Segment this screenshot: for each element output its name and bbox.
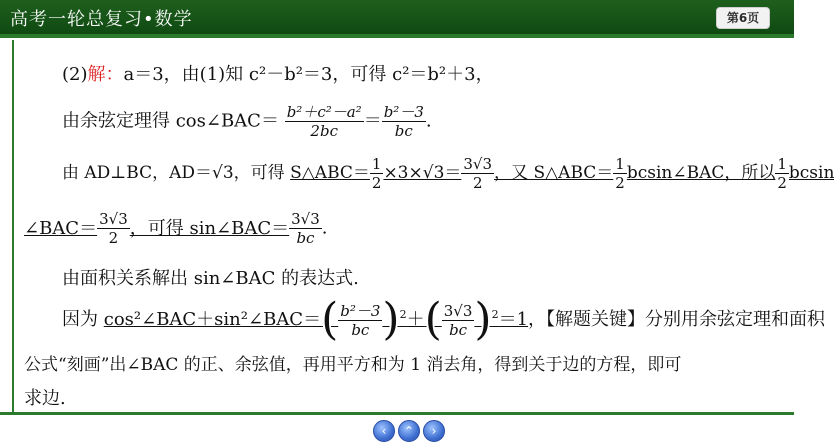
left-paren: ( <box>321 294 339 345</box>
line-text: 由 AD⊥BC，AD＝√3，可得 <box>62 163 291 183</box>
fraction <box>285 103 364 140</box>
plus: ＋ <box>406 309 425 330</box>
fraction <box>461 155 494 192</box>
denominator: bc <box>296 229 315 247</box>
denominator: 2 <box>615 174 625 192</box>
numerator: 1 <box>371 155 382 173</box>
line-text: ，可得 sin∠BAC＝ <box>129 217 290 239</box>
right-paren: ) <box>382 294 400 345</box>
header-divider <box>0 34 794 38</box>
chevron-left-icon: ‹ <box>381 424 387 438</box>
next-slide-button[interactable] <box>423 420 445 442</box>
part-label: (2) <box>62 64 88 85</box>
numerator: 1 <box>777 155 787 173</box>
numerator: b²－3 <box>340 301 381 320</box>
solution-line-4 <box>24 210 328 247</box>
line-text: 因为 <box>62 309 104 330</box>
line-text: ＝1 <box>498 309 529 330</box>
chevron-up-icon: ⌃ <box>403 424 415 438</box>
fraction <box>97 210 130 247</box>
solution-line-5 <box>62 264 359 290</box>
previous-slide-button[interactable] <box>373 420 395 442</box>
numerator: b²＋c²－a² <box>286 103 362 121</box>
fraction <box>442 302 475 339</box>
denominator: bc <box>351 320 370 339</box>
footer-divider <box>0 412 794 415</box>
line-text: ×3×√3＝ <box>383 163 462 183</box>
solution-line-2 <box>62 103 432 140</box>
line-text: bcsin <box>788 163 834 183</box>
line-text: 求边. <box>24 388 66 409</box>
fraction <box>289 210 322 247</box>
fraction <box>370 155 384 192</box>
period: . <box>321 217 328 239</box>
denominator: 2 <box>472 174 483 192</box>
line-text: ，又 S△ABC＝ <box>494 163 614 183</box>
line-text: ，【解题关键】分别用余弦定理和面积 <box>528 309 826 330</box>
header-title: 高考一轮总复习•数学 <box>10 9 193 30</box>
numerator: 3√3 <box>99 210 128 228</box>
denominator: bc <box>449 320 468 339</box>
home-button[interactable] <box>398 420 420 442</box>
solution-label: 解： <box>87 64 124 85</box>
numerator: 3√3 <box>443 301 473 320</box>
fraction <box>382 103 426 140</box>
slide-navigation <box>373 420 443 444</box>
left-divider <box>12 40 14 412</box>
equals: ＝ <box>363 110 382 132</box>
line-text: bcsin∠BAC，所以 <box>626 163 776 183</box>
denominator: 2bc <box>310 122 338 140</box>
line-text: 由面积关系解出 sin∠BAC 的表达式. <box>62 268 359 289</box>
right-paren: ) <box>474 294 492 345</box>
header-bar <box>0 0 794 34</box>
line-text: a＝3，由(1)知 c²－b²＝3，可得 c²＝b²＋3， <box>123 64 494 85</box>
numerator: 3√3 <box>291 210 320 228</box>
denominator: 2 <box>108 229 119 247</box>
solution-line-8 <box>24 384 66 410</box>
exponent: 2 <box>491 308 499 321</box>
line-text: 由余弦定理得 cos∠BAC＝ <box>62 110 279 132</box>
fraction <box>613 155 627 192</box>
underlined-identity <box>103 294 529 345</box>
exponent: 2 <box>399 308 407 321</box>
underlined-sin-expr <box>24 210 322 247</box>
solution-line-1 <box>62 60 494 86</box>
fraction <box>775 155 789 192</box>
numerator: 1 <box>615 155 625 173</box>
denominator: 2 <box>777 174 787 192</box>
chevron-right-icon: › <box>431 424 437 438</box>
line-text: cos²∠BAC＋sin²∠BAC＝ <box>103 309 322 330</box>
denominator: 2 <box>371 174 382 192</box>
underlined-area-expr <box>290 155 834 192</box>
numerator: 3√3 <box>463 155 493 173</box>
solution-line-7 <box>24 350 681 375</box>
left-paren: ( <box>424 294 442 345</box>
fraction <box>338 302 382 339</box>
line-text: S△ABC＝ <box>290 163 370 183</box>
denominator: bc <box>394 122 413 140</box>
solution-line-6 <box>62 294 826 345</box>
numerator: b²－3 <box>383 103 424 121</box>
period: . <box>425 110 432 132</box>
line-text: 公式“刻画”出∠BAC 的正、余弦值，再用平方和为 1 消去角，得到关于边的方程，即可 <box>24 355 682 375</box>
solution-line-3 <box>62 155 834 192</box>
page-number-badge: 第6页 <box>716 7 770 29</box>
line-text: ∠BAC＝ <box>24 217 98 239</box>
